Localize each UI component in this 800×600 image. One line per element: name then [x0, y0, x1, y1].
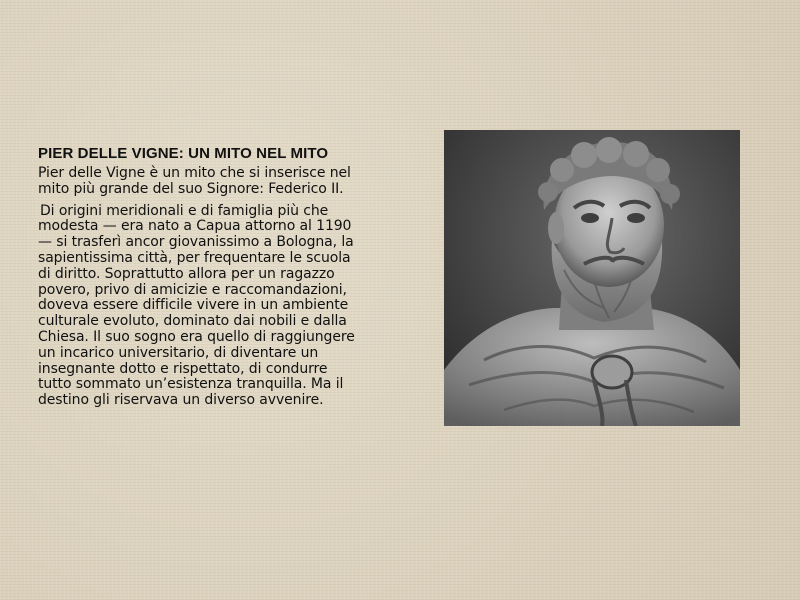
text-block [38, 146, 356, 415]
bust-sculpture-illustration [444, 130, 740, 426]
paragraph-intro: Pier delle Vigne è un mito che si inserisce nel mito più grande del suo Signore: Federico II. [38, 165, 351, 197]
bust-portrait-image [444, 130, 740, 426]
paragraph-biography: Di origini meridionali e di famiglia più che modesta — era nato a Capua attorno al 1190 — si trasferì ancor giovanissimo a Bologna, la sapientissima città, per frequentare le scuola di diritto. Soprattutto allora per un ragazzo povero, privo di amicizie e raccomandazioni, doveva essere difficile vivere in un ambiente culturale evoluto, dominato dai nobili e dalla Chiesa. Il suo sogno era quello di raggiungere un incarico universitario, di diventare un insegnante dotto e rispettato, di condurre tutto sommato un’esistenza tranquilla. Ma il destino gli riservava un diverso avvenire. [38, 202, 355, 409]
slide-title: PIER DELLE VIGNE: UN MITO NEL MITO [38, 145, 329, 162]
